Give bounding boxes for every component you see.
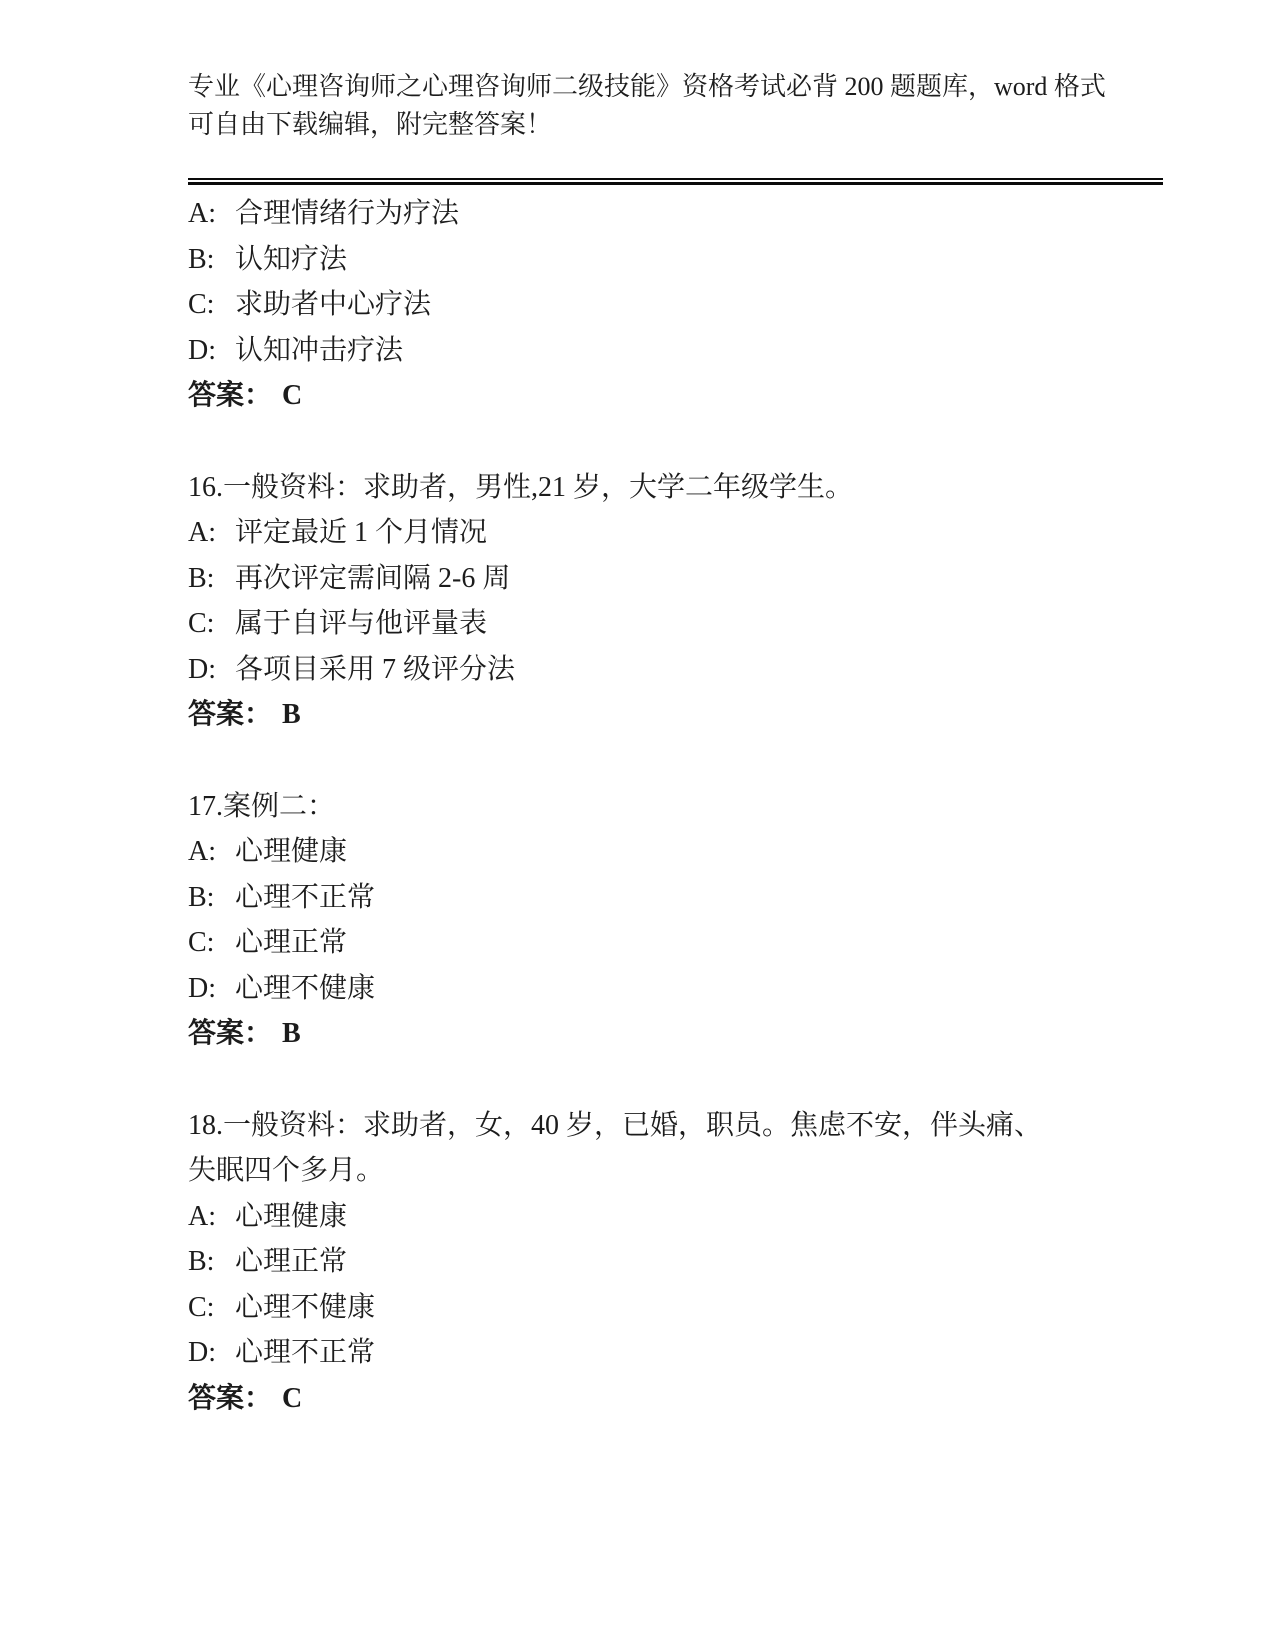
option-text: 心理正常 bbox=[235, 927, 348, 958]
document-header bbox=[188, 68, 1188, 144]
option-line-a bbox=[188, 191, 1173, 237]
option-text: 心理不正常 bbox=[235, 881, 376, 913]
option-line-c bbox=[188, 282, 1173, 328]
option-text: 各项目采用 7 级评分法 bbox=[235, 653, 516, 685]
answer-label: 答案： bbox=[188, 699, 273, 730]
option-line-c bbox=[188, 601, 1173, 647]
option-text: 属于自评与他评量表 bbox=[235, 608, 488, 639]
option-key: A: bbox=[188, 1200, 216, 1232]
option-key: B: bbox=[188, 562, 215, 594]
answer-label: 答案： bbox=[188, 1382, 273, 1414]
answer-line bbox=[188, 1011, 1173, 1057]
option-key: B: bbox=[188, 881, 215, 913]
answer-label: 答案： bbox=[188, 380, 273, 411]
option-key: A: bbox=[188, 198, 216, 229]
option-key: D: bbox=[188, 653, 216, 685]
option-key: D: bbox=[188, 972, 216, 1004]
question-block-17 bbox=[188, 784, 1173, 1057]
header-divider-rule bbox=[188, 178, 1163, 185]
answer-line bbox=[188, 373, 1173, 419]
header-text-line-2: 可自由下载编辑，附完整答案！ bbox=[188, 110, 553, 139]
question-stem: 16.一般资料：求助者，男性,21 岁，大学二年级学生。 bbox=[188, 471, 854, 503]
option-key: A: bbox=[188, 836, 216, 867]
question-stem-line-1: 18.一般资料：求助者，女，40 岁，已婚，职员。焦虑不安，伴头痛、 bbox=[188, 1109, 1043, 1141]
option-line-c bbox=[188, 920, 1173, 966]
option-line-a bbox=[188, 829, 1173, 875]
option-line-b bbox=[188, 556, 1173, 602]
option-key: C: bbox=[188, 1291, 215, 1323]
answer-value: B bbox=[282, 1018, 301, 1049]
option-line-b bbox=[188, 237, 1173, 283]
option-text: 认知冲击疗法 bbox=[235, 334, 404, 366]
option-text: 心理不健康 bbox=[235, 972, 376, 1004]
option-line-a bbox=[188, 1194, 1173, 1240]
option-key: D: bbox=[188, 334, 216, 366]
question-block-18 bbox=[188, 1103, 1173, 1422]
option-text: 心理健康 bbox=[235, 1200, 348, 1232]
option-text: 心理不正常 bbox=[235, 1337, 376, 1368]
option-key: C: bbox=[188, 289, 215, 320]
question-block-16 bbox=[188, 465, 1173, 738]
option-line-a bbox=[188, 510, 1173, 556]
option-text: 心理健康 bbox=[235, 836, 348, 867]
document-body bbox=[188, 191, 1173, 1421]
option-text: 合理情绪行为疗法 bbox=[235, 198, 460, 229]
option-text: 认知疗法 bbox=[235, 243, 348, 275]
option-line-d bbox=[188, 1330, 1173, 1376]
option-line-d bbox=[188, 328, 1173, 374]
option-line-b bbox=[188, 875, 1173, 921]
option-key: D: bbox=[188, 1337, 216, 1368]
answer-line bbox=[188, 692, 1173, 738]
option-key: B: bbox=[188, 1246, 215, 1277]
option-line-c bbox=[188, 1285, 1173, 1331]
option-text: 求助者中心疗法 bbox=[235, 289, 432, 320]
option-text: 心理不健康 bbox=[235, 1291, 376, 1323]
option-key: C: bbox=[188, 608, 215, 639]
answer-value: C bbox=[282, 1382, 303, 1414]
option-text: 评定最近 1 个月情况 bbox=[235, 517, 488, 548]
option-text: 再次评定需间隔 2-6 周 bbox=[235, 562, 511, 594]
option-line-d bbox=[188, 966, 1173, 1012]
answer-value: C bbox=[282, 380, 303, 411]
answer-line bbox=[188, 1376, 1173, 1422]
answer-label: 答案： bbox=[188, 1018, 273, 1049]
option-line-d bbox=[188, 647, 1173, 693]
option-key: B: bbox=[188, 243, 215, 275]
question-block-15 bbox=[188, 191, 1173, 419]
option-line-b bbox=[188, 1239, 1173, 1285]
answer-value: B bbox=[282, 699, 301, 730]
option-key: C: bbox=[188, 927, 215, 958]
question-stem-line-2: 失眠四个多月。 bbox=[188, 1155, 385, 1186]
option-key: A: bbox=[188, 517, 216, 548]
question-stem: 17.案例二： bbox=[188, 790, 336, 822]
header-text-line-1: 专业《心理咨询师之心理咨询师二级技能》资格考试必背 200 题题库，word 格式 bbox=[188, 72, 1106, 101]
option-text: 心理正常 bbox=[235, 1246, 348, 1277]
